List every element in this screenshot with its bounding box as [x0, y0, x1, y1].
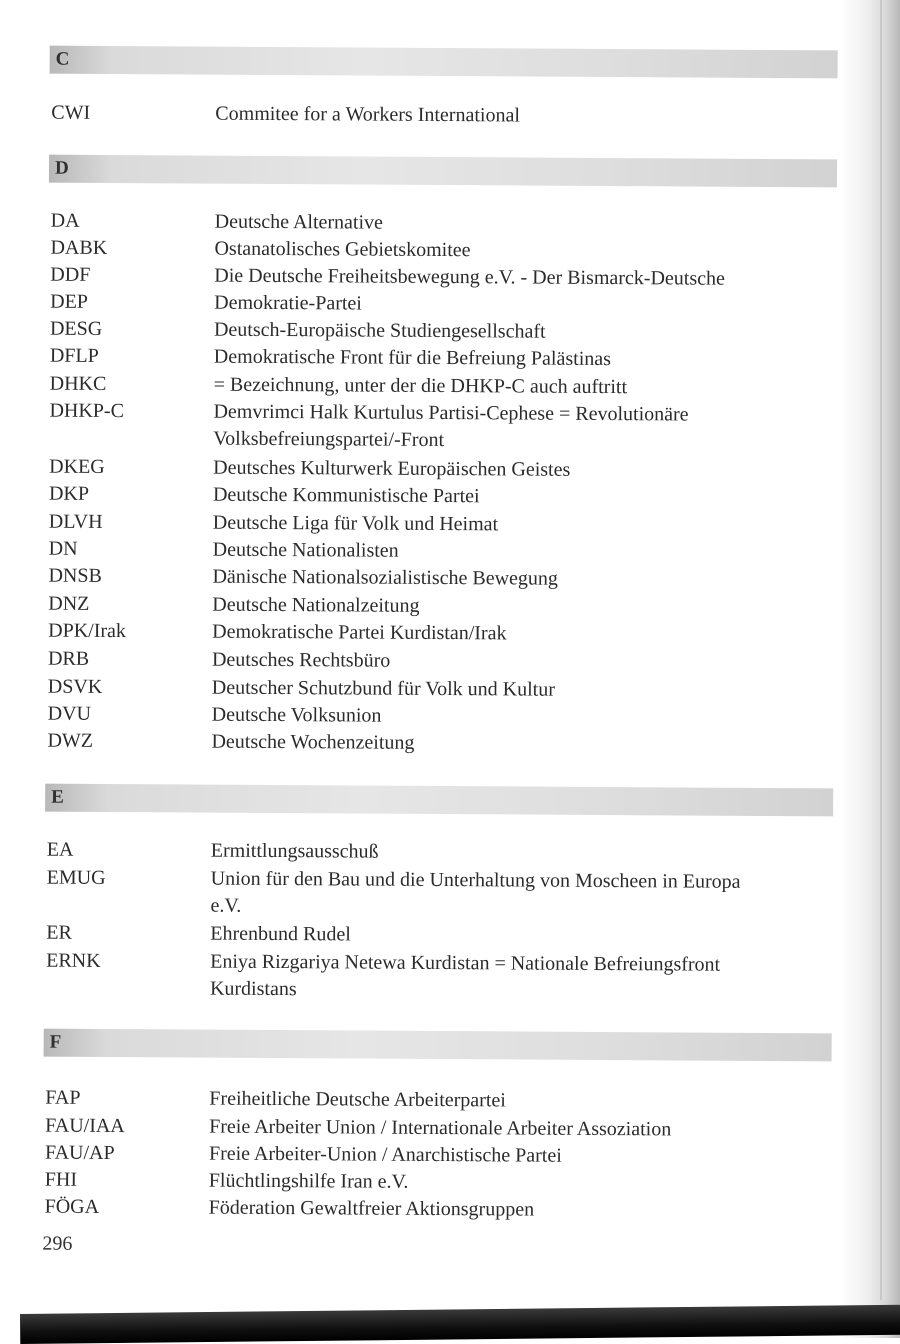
entry-description: Deutsche Wochenzeitung: [211, 730, 415, 754]
entry-abbreviation: DKEG: [49, 455, 105, 478]
entry-description: = Bezeichnung, unter der die DHKP-C auch auftritt: [213, 373, 628, 399]
entry-abbreviation: DA: [50, 209, 80, 232]
entry-abbreviation: FÖGA: [44, 1195, 100, 1218]
entry-description: Flüchtlingshilfe Iran e.V.: [208, 1169, 409, 1193]
entry-abbreviation: ERNK: [46, 949, 101, 972]
entry-abbreviation: FAU/AP: [44, 1141, 115, 1165]
entry-abbreviation: DEP: [50, 290, 89, 313]
entry-description: Commitee for a Workers International: [215, 102, 520, 127]
entry-description: Deutscher Schutzbund für Volk und Kultur: [211, 676, 555, 701]
entry-abbreviation: DHKC: [49, 372, 107, 395]
entry-description: Demokratische Front für die Befreiung Palästinas: [213, 345, 612, 371]
entry-description: Deutsches Rechtsbüro: [211, 648, 391, 672]
entry-description: Ostanatolisches Gebietskomitee: [214, 237, 471, 262]
entry-abbreviation: CWI: [51, 101, 91, 124]
entry-abbreviation: EA: [46, 838, 74, 861]
entry-description: Ermittlungsausschuß: [210, 839, 379, 863]
entry-description-continued: Volksbefreiungspartei/-Front: [213, 427, 445, 452]
entry-description: Demokratie-Partei: [214, 291, 362, 315]
entry-description: Freie Arbeiter Union / Internationale Arbeiter Assoziation: [209, 1115, 672, 1141]
entry-description-continued: e.V.: [210, 894, 242, 917]
section-letter: F: [49, 1031, 62, 1053]
section-letter: C: [55, 48, 70, 70]
entry-abbreviation: EMUG: [46, 866, 106, 889]
entry-description: Deutsche Volksunion: [211, 703, 382, 727]
entry-description-continued: Kurdistans: [209, 977, 297, 1001]
page-number: 296: [42, 1232, 73, 1255]
entry-abbreviation: FAP: [45, 1086, 81, 1109]
entry-description: Deutsche Nationalisten: [212, 538, 399, 562]
entry-abbreviation: DLVH: [48, 510, 103, 533]
page-edge: [880, 0, 882, 1300]
entry-description: Deutsche Kommunistische Partei: [212, 483, 480, 508]
section-header-f: [44, 1029, 832, 1062]
glossary-page: [4, 0, 900, 1255]
entry-abbreviation: DHKP-C: [49, 399, 125, 423]
entry-description: Union für den Bau und die Unterhaltung von Moscheen in Europa: [210, 867, 741, 893]
entry-description: Eniya Rizgariya Netewa Kurdistan = Nationale Befreiungsfront: [210, 950, 721, 976]
entry-description: Freiheitliche Deutsche Arbeiterpartei: [209, 1087, 506, 1112]
entry-abbreviation: DFLP: [49, 344, 99, 367]
section-header-d: [49, 155, 837, 188]
entry-description: Dänische Nationalsozialistische Bewegung: [212, 565, 559, 590]
entry-description: Demokratische Partei Kurdistan/Irak: [212, 620, 507, 645]
entry-description: Die Deutsche Freiheitsbewegung e.V. - Der Bismarck-Deutsche: [214, 264, 725, 290]
entry-abbreviation: FAU/IAA: [45, 1114, 125, 1138]
page-gutter-shadow: [840, 0, 900, 1338]
entry-abbreviation: DRB: [47, 647, 90, 670]
entry-abbreviation: DWZ: [47, 729, 94, 752]
entry-description: Ehrenbund Rudel: [210, 922, 351, 946]
entry-abbreviation: DNSB: [48, 564, 102, 587]
entry-abbreviation: DKP: [48, 482, 90, 505]
entry-description: Deutsch-Europäische Studiengesellschaft: [213, 318, 546, 343]
entry-description: Deutsches Kulturwerk Europäischen Geistes: [213, 456, 571, 481]
section-letter: D: [54, 157, 69, 179]
entry-abbreviation: DNZ: [48, 592, 90, 615]
entry-abbreviation: DN: [48, 537, 78, 560]
entry-description: Deutsche Alternative: [214, 210, 384, 234]
entry-description: Freie Arbeiter-Union / Anarchistische Partei: [208, 1142, 562, 1167]
entry-description: Föderation Gewaltfreier Aktionsgruppen: [208, 1196, 535, 1221]
entry-description: Deutsche Liga für Volk und Heimat: [212, 511, 499, 536]
section-letter: E: [51, 786, 64, 808]
entry-abbreviation: DSVK: [47, 675, 103, 698]
entry-abbreviation: DDF: [50, 263, 91, 286]
section-header-c: [50, 46, 838, 79]
scanner-bottom-edge: [20, 1305, 900, 1344]
entry-abbreviation: DPK/Irak: [48, 619, 127, 643]
entry-abbreviation: DESG: [49, 317, 103, 340]
entry-abbreviation: ER: [46, 921, 72, 944]
entry-description: Deutsche Nationalzeitung: [212, 593, 420, 617]
entry-abbreviation: DABK: [50, 236, 108, 259]
section-header-e: [45, 784, 833, 817]
entry-description: Demvrimci Halk Kurtulus Partisi-Cephese = Revolutionäre: [213, 400, 689, 426]
entry-abbreviation: FHI: [44, 1168, 78, 1191]
entry-abbreviation: DVU: [47, 702, 92, 725]
